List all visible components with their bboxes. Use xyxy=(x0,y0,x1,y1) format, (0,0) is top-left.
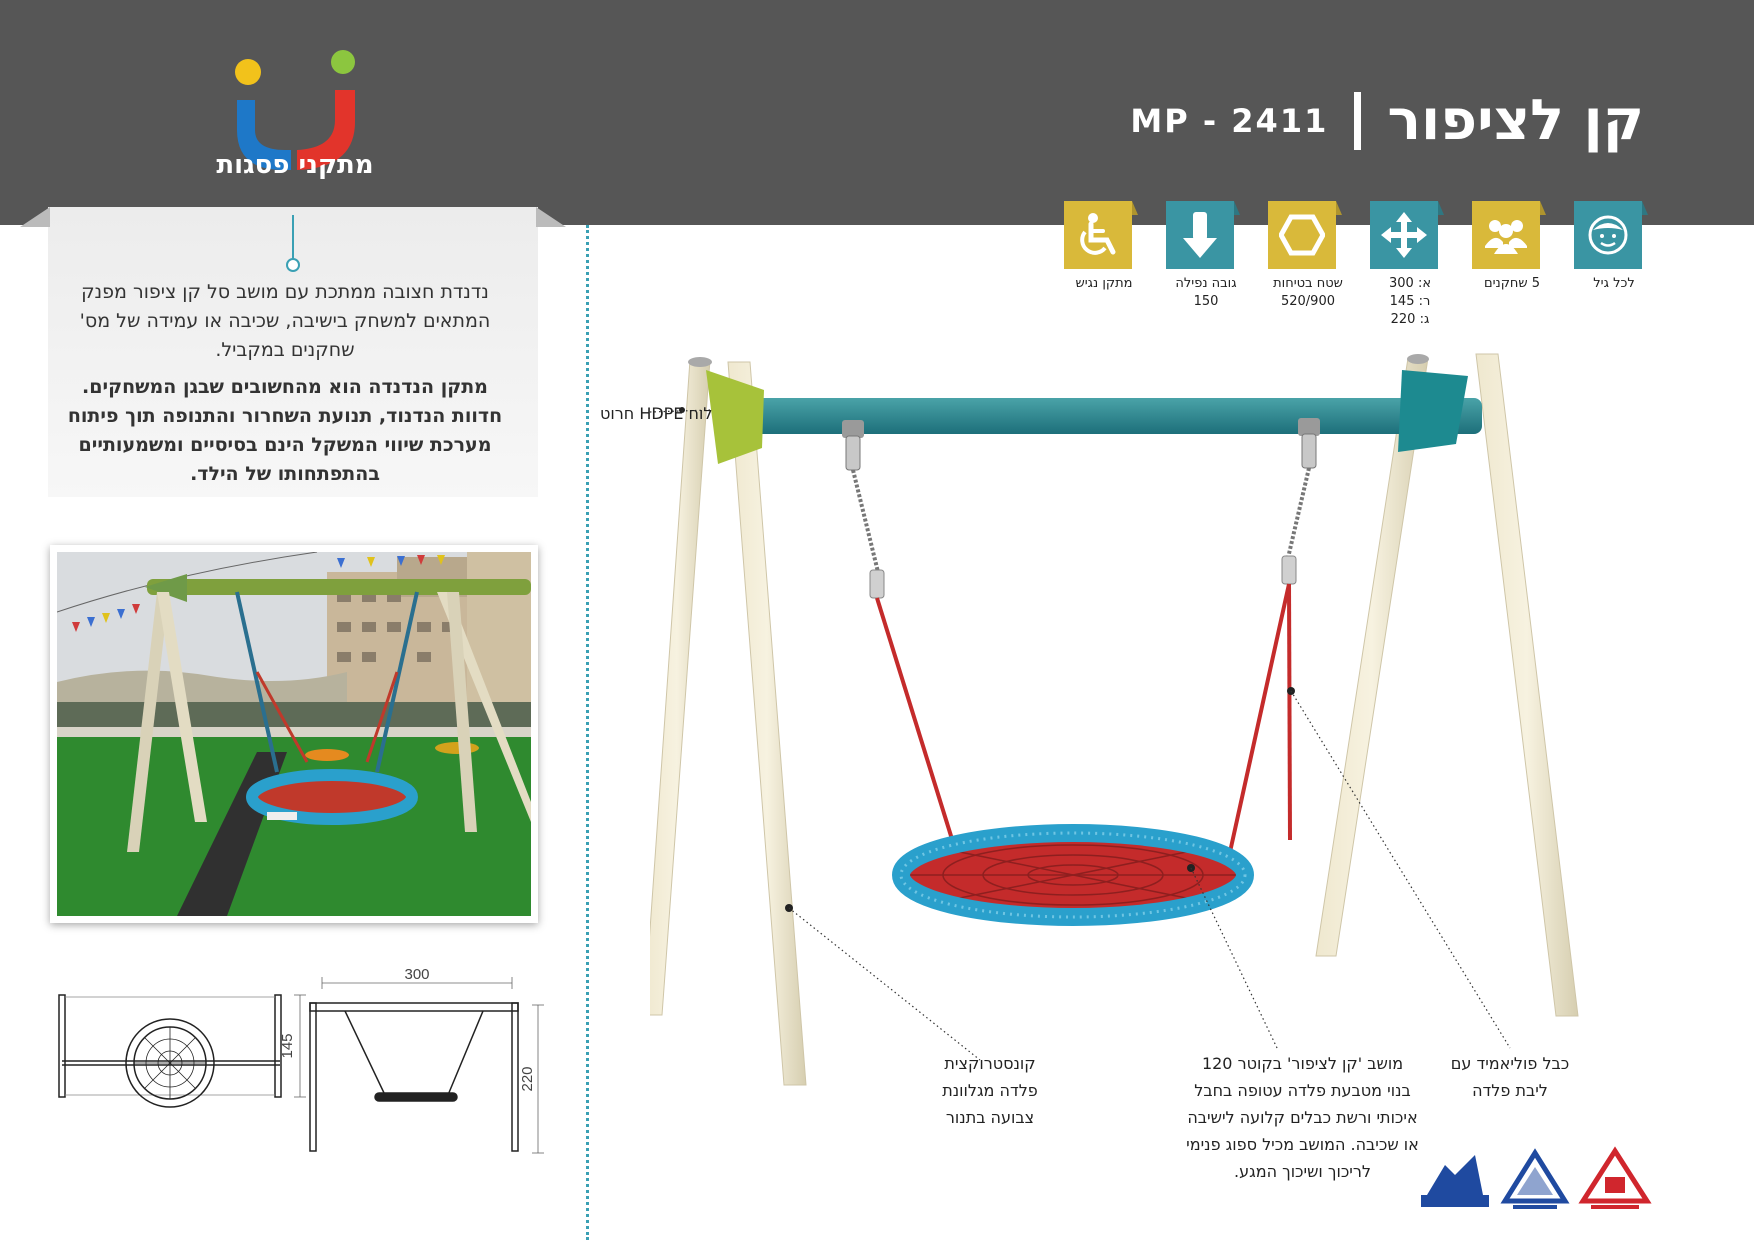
feature-label-dimensions: א: 300 ר: 145 ג: 220 xyxy=(1388,276,1432,327)
callout-seat: מושב 'קן לציפור' בקוטר 120 בנוי מטבעת פלדה עטופה בחבל איכותי ורשת כבלים קלועה לישיבה או שכיבה. המושב מכיל ספוג פנימי לריכוך ושיכוך המגע. xyxy=(1186,1054,1419,1181)
dimensions-icon xyxy=(1379,210,1429,260)
certification-logos xyxy=(1415,1145,1665,1220)
panel-connector-line xyxy=(292,215,294,260)
made-in-israel-icon xyxy=(1421,1155,1489,1207)
feature-safety-area xyxy=(1268,201,1343,311)
hexagon-icon xyxy=(1279,214,1325,256)
feature-fall-height xyxy=(1166,201,1238,311)
drawing-depth-label: 145 xyxy=(279,1033,296,1059)
feature-label-fall-height: גובה נפילה 150 xyxy=(1175,276,1237,309)
swing-hanger-right xyxy=(1298,418,1320,468)
standard-mark-icon xyxy=(1583,1151,1647,1209)
players-icon xyxy=(1483,214,1529,256)
callout-cable: כבל פוליאמיד עם ליבת פלדה xyxy=(1450,1054,1570,1100)
installation-photo-frame xyxy=(50,545,538,923)
hdpe-panel-right xyxy=(1398,370,1468,452)
technical-drawing xyxy=(50,965,570,1175)
feature-age xyxy=(1574,201,1646,293)
vertical-divider xyxy=(586,225,589,1240)
description-paragraph-1: נדנדת חצובה ממתכת עם מושב סל קן ציפור מפנק המתאים למשחק בישיבה, שכיבה או עמידה של מס' שחקנים במקביל. xyxy=(79,281,491,361)
product-render xyxy=(650,340,1600,1090)
feature-dimensions xyxy=(1370,201,1442,329)
standard-institute-icon xyxy=(1505,1153,1565,1209)
model-number: MP - 2411 xyxy=(1130,101,1329,140)
callout-construction: קונסטרוקצית פלדה מגלוונת צבועה בתנור xyxy=(942,1054,1038,1127)
description-paragraph-2: מתקן הנדנדה הוא מהחשובים שבגן המשחקים. חדוות הנדנוד, תנועת השחרור והתנופה תוך פיתוח מערכת שיווי המשקל הינם בסיסיים ומשמעותיים בהתפתחותו של הילד. xyxy=(67,376,503,485)
feature-icons xyxy=(1060,201,1660,341)
feature-accessible xyxy=(1064,201,1136,293)
feature-label-age: לכל גיל xyxy=(1593,276,1635,291)
page-title: קן לציפור xyxy=(1387,88,1644,153)
arrow-down-icon xyxy=(1180,210,1220,260)
callout-hdpe: לוח HDPE חרוט xyxy=(600,404,713,423)
description-text xyxy=(60,278,510,497)
feature-players xyxy=(1472,201,1544,293)
brand-name: מתקני פסגות xyxy=(216,150,374,180)
drawing-height-label: 220 xyxy=(519,1066,536,1092)
face-icon xyxy=(1587,214,1629,256)
feature-label-safety-area: שטח בטיחות 520/900 xyxy=(1273,276,1343,309)
title-separator xyxy=(1354,92,1361,150)
panel-connector-dot xyxy=(286,258,300,272)
feature-label-players: 5 שחקנים xyxy=(1483,276,1541,291)
installation-photo xyxy=(57,552,531,916)
swing-hanger-left xyxy=(842,420,864,470)
wheelchair-icon xyxy=(1075,212,1121,258)
feature-label-accessible: מתקן נגיש xyxy=(1075,276,1133,291)
drawing-width-label: 300 xyxy=(404,966,430,983)
title-block xyxy=(1130,88,1644,153)
